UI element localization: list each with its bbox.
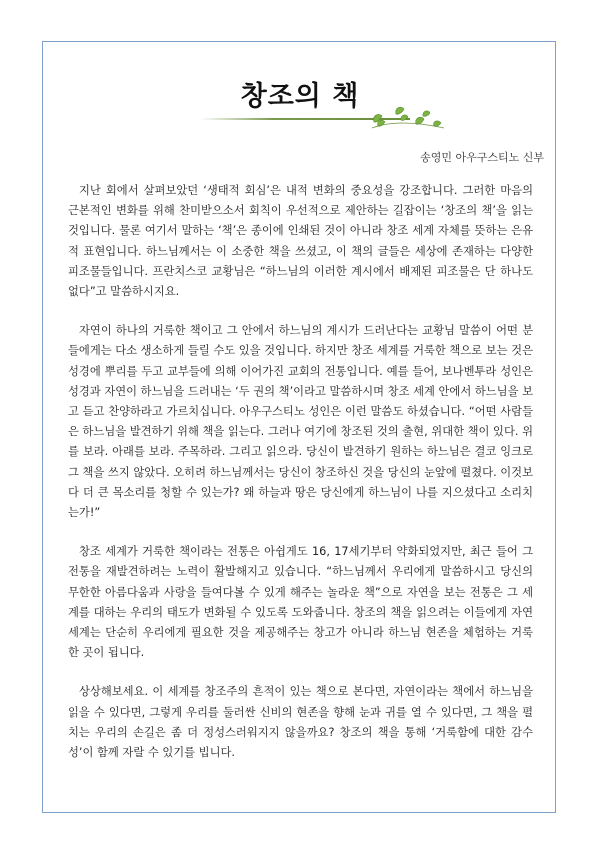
page-title: 창조의 책 bbox=[240, 81, 360, 112]
paragraph-2: 자연이 하나의 거룩한 책이고 그 안에서 하느님의 계시가 드러난다는 교황님 말씀이 어떤 분들에게는 다소 생소하게 들릴 수도 있을 것입니다. 하지만 창조 세계를 거룩한 책으로 보는 것은 성경에 뿌리를 두고 교부들에 의해 이어가진 교회의 전통입니다. 예를 들어, 보나벤투라 성인은 성경과 자연이 하느님을 드러내는 ‘두 권의 책’이라고 말씀하시며 창조 세계 안에서 하느님을 보고 듣고 찬양하라고 가르치십니다. 아우구스티노 성인은 이런 말씀도 하셨습니다. “어떤 사람들은 하느님을 발견하기 위해 책을 읽는다. 그러나 여기에 창조된 것의 출현, 위대한 책이 있다. 위를 보라. 아래를 보라. 주목하라. 그리고 읽으라. 당신이 발견하기 원하는 하느님은 결코 잉크로 그 책을 쓰지 않았다. 오히려 하느님께서는 당신이 창조하신 것을 당신의 눈앞에 펼쳤다. 이것보다 더 큰 목소리를 청할 수 있는가? 왜 하늘과 땅은 당신에게 하느님이 나를 지으셨다고 소리치는가!” bbox=[68, 324, 533, 520]
paragraph-4: 상상해보세요. 이 세계를 창조주의 흔적이 있는 책으로 본다면, 자연이라는 책에서 하느님을 읽을 수 있다면, 그렇게 우리를 둘러싼 신비의 현존을 향해 눈과 귀를 열 수 있다면, 그 책을 펼치는 우리의 손길은 좀 더 정성스러워지지 않을까요? 창조의 책을 통해 ‘거룩함에 대한 감수성’이 함께 자랄 수 있기를 빕니다. bbox=[68, 685, 533, 760]
paragraph-1: 지난 회에서 살펴보았던 ‘생태적 회심’은 내적 변화의 중요성을 강조합니다. 그러한 마음의 근본적인 변화를 위해 찬미받으소서 회칙이 우선적으로 제안하는 길잡이는 ‘창조의 책’을 읽는 것입니다. 물론 여기서 말하는 ‘책’은 종이에 인쇄된 것이 아니라 창조 세계 자체를 뜻하는 은유적 표현입니다. 하느님께서는 이 소중한 책을 쓰셨고, 이 책의 글들은 세상에 존재하는 다양한 피조물들입니다. 프란치스코 교황님은 “하느님의 이러한 계시에서 배제된 피조물은 단 하나도 없다”고 말씀하시지요. bbox=[68, 184, 533, 299]
article-body bbox=[68, 181, 533, 782]
author-line: 송영민 아우구스티노 신부 bbox=[420, 151, 544, 164]
paragraph-3: 창조 세계가 거룩한 책이라는 전통은 아쉽게도 16, 17세기부터 약화되었지만, 최근 들어 그 전통을 재발견하려는 노력이 활발해지고 있습니다. “하느님께서 우리에게 말씀하시고 당신의 무한한 아름다움과 사랑을 들여다볼 수 있게 해주는 놀라운 책”으로 자연을 보는 전통은 그 세계를 대하는 우리의 태도가 변화될 수 있도록 도와줍니다. 창조의 책을 읽으려는 이들에게 자연 세계는 단순히 우리에게 필요한 것을 제공해주는 창고가 아니라 하느님 현존을 체험하는 거룩한 곳이 됩니다. bbox=[68, 545, 533, 660]
leaf-sprig-icon bbox=[368, 102, 448, 132]
